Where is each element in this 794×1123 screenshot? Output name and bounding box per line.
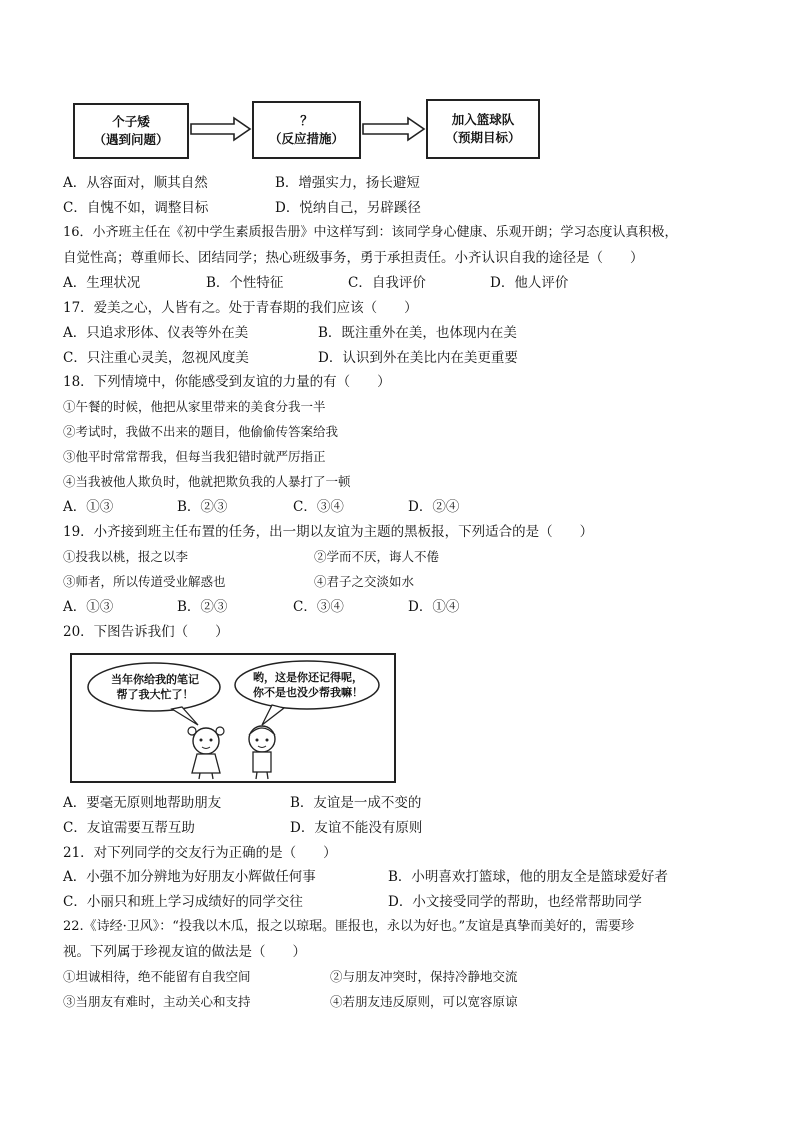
- q21-option-c: C．小丽只和班上学习成绩好的同学交往: [63, 894, 303, 910]
- flow-arrow-2-icon: [362, 116, 426, 142]
- q19-item-1: ①投我以桃，报之以李: [63, 549, 189, 564]
- q17-option-d: D．认识到外在美比内在美更重要: [318, 350, 518, 366]
- comic-illustration: [70, 653, 396, 783]
- q18-option-d: D．②④: [408, 499, 460, 515]
- q17-option-a: A．只追求形体、仪表等外在美: [63, 325, 249, 341]
- comic-bubble-left-line2: 帮了我大忙了！: [116, 688, 194, 701]
- q20-option-c: C．友谊需要互帮互助: [63, 820, 195, 836]
- q19-option-c: C．③④: [293, 599, 344, 615]
- flow-box-problem-line1: 个子矮: [112, 114, 150, 129]
- q21-option-a: A．小强不加分辨地为好朋友小辉做任何事: [63, 869, 316, 885]
- q17-option-c: C．只注重心灵美，忽视风度美: [63, 350, 249, 366]
- flow-box-goal-line2: （预期目标）: [445, 130, 521, 145]
- q19-option-a: A．①③: [63, 599, 114, 615]
- q19-option-b: B．②③: [177, 599, 228, 615]
- flow-box-goal-line1: 加入篮球队: [451, 112, 515, 127]
- q18-option-c: C．③④: [293, 499, 344, 515]
- comic-bubble-left: [90, 672, 220, 702]
- q18-item-1: ①午餐的时候，他把从家里带来的美食分我一半: [63, 399, 326, 414]
- q20-stem: 20．下图告诉我们（ ）: [63, 624, 229, 640]
- comic-bubble-right-line1: 哟，这是你还记得呢，: [253, 671, 363, 684]
- flow-arrow-1-icon: [190, 116, 252, 142]
- comic-bubble-right-line2: 你不是也没少帮我嘛！: [253, 686, 363, 699]
- flow-box-problem: [73, 103, 189, 159]
- q22-stem-line1: 22.《诗经·卫风》：“投我以木瓜，报之以琼琚。匪报也，永以为好也。”友谊是真挚而美好的，需要珍: [63, 919, 635, 934]
- q19-item-4: ④君子之交淡如水: [314, 574, 415, 589]
- q17-option-b: B．既注重外在美，也体现内在美: [318, 325, 517, 341]
- q19-item-3: ③师者，所以传道受业解惑也: [63, 574, 226, 589]
- q18-option-a: A．①③: [63, 499, 114, 515]
- comic-bubble-left-line1: 当年你给我的笔记: [111, 673, 199, 686]
- q22-item-3: ③当朋友有难时，主动关心和支持: [63, 994, 251, 1009]
- q20-option-b: B．友谊是一成不变的: [290, 795, 422, 811]
- q15-option-a: A．从容面对，顺其自然: [63, 175, 208, 191]
- q17-stem: 17．爱美之心，人皆有之。处于青春期的我们应该（ ）: [63, 300, 418, 316]
- q18-option-b: B．②③: [177, 499, 228, 515]
- comic-bubble-right: [239, 670, 377, 700]
- q16-stem-line1: 16．小齐班主任在《初中学生素质报告册》中这样写到：该同学身心健康、乐观开朗；学习态度认真积极，: [63, 225, 678, 240]
- q16-option-d: D．他人评价: [490, 275, 569, 291]
- flow-box-response: [252, 101, 361, 159]
- flow-box-goal: [426, 99, 540, 159]
- q16-stem-line2: 自觉性高；尊重师长、团结同学；热心班级事务，勇于承担责任。小齐认识自我的途径是（ ）: [63, 250, 644, 266]
- q22-item-2: ②与朋友冲突时，保持冷静地交流: [330, 969, 518, 984]
- q20-option-d: D．友谊不能没有原则: [290, 820, 423, 836]
- q18-item-4: ④当我被他人欺负时，他就把欺负我的人暴打了一顿: [63, 474, 351, 489]
- flow-box-response-line1: ？: [300, 113, 313, 128]
- q18-item-3: ③他平时常常帮我，但每当我犯错时就严厉指正: [63, 449, 326, 464]
- q16-option-a: A．生理状况: [63, 275, 141, 291]
- q18-item-2: ②考试时，我做不出来的题目，他偷偷传答案给我: [63, 424, 339, 439]
- q22-stem-line2: 视。下列属于珍视友谊的做法是（ ）: [63, 944, 306, 960]
- flow-box-response-line2: （反应措施）: [268, 131, 344, 146]
- q18-stem: 18．下列情境中，你能感受到友谊的力量的有（ ）: [63, 374, 391, 390]
- q19-option-d: D．①④: [408, 599, 460, 615]
- q16-option-c: C．自我评价: [348, 275, 426, 291]
- q22-item-4: ④若朋友违反原则，可以宽容原谅: [330, 994, 518, 1009]
- q15-option-c: C．自愧不如，调整目标: [63, 200, 209, 216]
- q19-stem: 19．小齐接到班主任布置的任务，出一期以友谊为主题的黑板报，下列适合的是（ ）: [63, 524, 594, 540]
- q21-option-d: D．小文接受同学的帮助，也经常帮助同学: [388, 894, 642, 910]
- q15-option-b: B．增强实力，扬长避短: [275, 175, 420, 191]
- q21-stem: 21．对下列同学的交友行为正确的是（ ）: [63, 845, 337, 861]
- q20-option-a: A．要毫无原则地帮助朋友: [63, 795, 222, 811]
- q19-item-2: ②学而不厌，诲人不倦: [314, 549, 440, 564]
- q15-option-d: D．悦纳自己，另辟蹊径: [275, 200, 421, 216]
- flow-box-problem-line2: （遇到问题）: [93, 132, 169, 147]
- q21-option-b: B．小明喜欢打篮球，他的朋友全是篮球爱好者: [388, 869, 668, 885]
- q16-option-b: B．个性特征: [206, 275, 284, 291]
- q22-item-1: ①坦诚相待，绝不能留有自我空间: [63, 969, 251, 984]
